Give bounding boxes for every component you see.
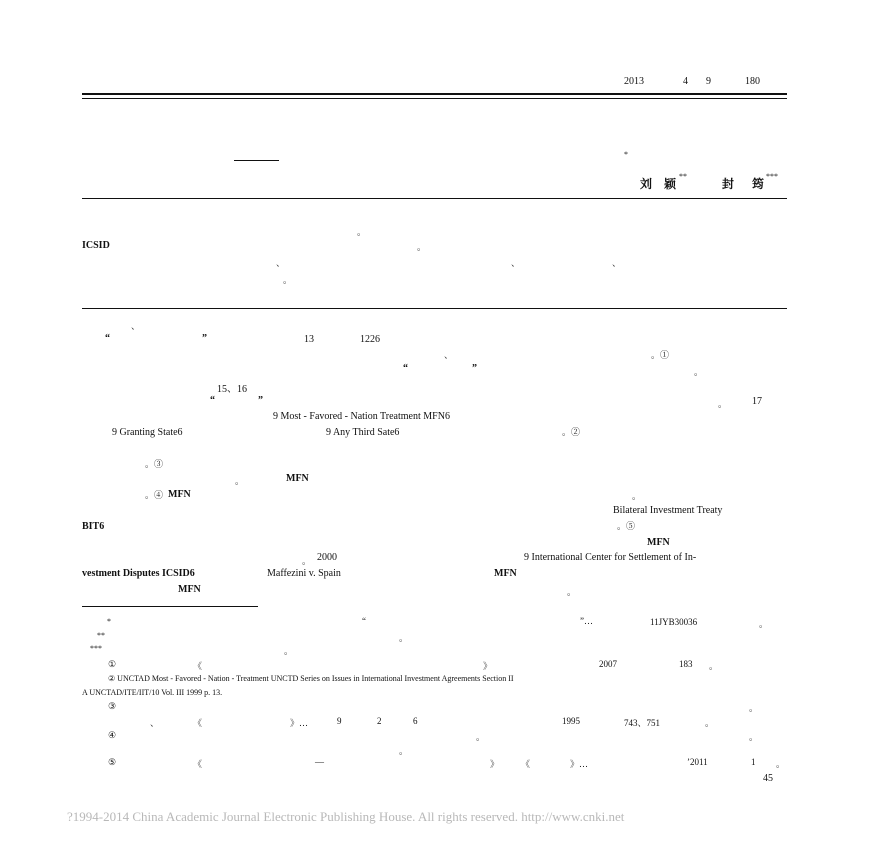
fn-dot-3: 。 <box>284 646 294 656</box>
fn-5-bracket-close: 》 <box>490 759 500 769</box>
abstract-comma-1: 、 <box>276 258 286 268</box>
fn-3-year: 1995 <box>562 716 580 726</box>
fn-4-dot: 。 <box>476 732 486 742</box>
body-l6-quote-close: ” <box>258 395 263 406</box>
fn-3-comma: 、 <box>150 718 160 728</box>
body-l16-case: Maffezini v. Spain <box>267 568 341 579</box>
abstract-dot-1: 。 <box>357 227 367 237</box>
abstract-bottom-rule <box>82 308 787 309</box>
fn-3-end-dot: 。 <box>705 718 715 728</box>
fn-2-text: ② UNCTAD Most - Favored - Nation - Treatment UNCTD Series on Issues in International Investment Agreements Section II <box>108 674 514 683</box>
body-l13-ref: 。⑤ <box>617 521 636 531</box>
fn-grant-no: 11JYB30036 <box>650 617 698 627</box>
body-l3-comma: 、 <box>444 350 454 360</box>
author-1a: 刘 <box>640 177 653 191</box>
fn-5-dot: 。 <box>776 759 786 769</box>
body-l9-ref: 。③ <box>145 459 164 469</box>
abstract-dot-2: 。 <box>417 242 427 252</box>
author-1b: 颖 <box>664 177 677 191</box>
header-issue-b: 9 <box>706 76 711 87</box>
abstract-top-rule <box>82 198 787 199</box>
fn-star-2: ** <box>97 631 105 640</box>
body-l17-mfn: MFN <box>178 584 201 595</box>
fn-dot-1: 。 <box>759 619 769 629</box>
fn-1-mark: ① <box>108 659 117 669</box>
fn-quote-open: “ <box>362 616 366 626</box>
body-l13-bit: BIT6 <box>82 521 105 532</box>
fn-3-no: 2 <box>377 716 382 726</box>
fn-5-mark: ⑤ <box>108 757 117 767</box>
fn-3-dot: 。 <box>749 703 759 713</box>
fn-3-pages: 743、751 <box>624 718 661 728</box>
fn-3-mark: ③ <box>108 701 117 711</box>
author-2-mark: *** <box>766 172 778 181</box>
fn-3-bracket-open: 《 <box>193 718 203 728</box>
author-2a: 封 <box>722 177 735 191</box>
body-l2-num-2: 1226 <box>360 334 380 345</box>
body-l15-icsid: 9 International Center for Settlement of In- <box>524 552 697 563</box>
body-l17-dot: 。 <box>567 587 577 597</box>
body-l2-quote-close: ” <box>202 333 207 344</box>
fn-3-vol: 9 <box>337 716 342 726</box>
fn-5-year: ’2011 <box>687 757 708 767</box>
body-l3-ref: 。① <box>651 350 670 360</box>
title-underline <box>234 160 279 161</box>
fn-5-dash: — <box>315 757 324 767</box>
body-l16-icsid: vestment Disputes ICSID6 <box>82 568 195 579</box>
fn-4-dot-2: 。 <box>749 732 759 742</box>
fn-star: * <box>107 617 111 626</box>
fn-1-bracket-open: 《 <box>193 661 203 671</box>
header-rule-thin <box>82 98 787 99</box>
abstract-comma-2: 、 <box>511 258 521 268</box>
body-l10-mfn: MFN <box>286 473 309 484</box>
fn-1-year: 2007 <box>599 659 617 669</box>
body-l14-mfn: MFN <box>647 537 670 548</box>
body-l15-dot: 。 <box>302 556 312 566</box>
header-year: 2013 <box>624 76 644 87</box>
fn-5-bracket-open-2: 《 <box>521 759 531 769</box>
header-page-total: 180 <box>745 76 760 87</box>
copyright-footer: ?1994-2014 China Academic Journal Electronic Publishing House. All rights reserved. http://www.cnki.net <box>67 809 625 824</box>
abstract-dot-3: 。 <box>283 275 293 285</box>
fn-1-page: 183 <box>679 659 693 669</box>
fn-dot-2: 。 <box>399 633 409 643</box>
fn-2-text-cont: A UNCTAD/ITE/IIT/10 Vol. III 1999 p. 13. <box>82 688 223 697</box>
body-l10-dot: 。 <box>235 476 245 486</box>
author-2b: 筠 <box>752 177 765 191</box>
fn-5-num: 1 <box>751 757 756 767</box>
body-l6-num: 17 <box>752 396 762 407</box>
title-footnote-mark: * <box>624 150 628 159</box>
body-l4-quote-open: “ <box>403 363 408 374</box>
body-l8-ref: 。② <box>562 427 581 437</box>
body-l8-third-state: 9 Any Third Sate6 <box>326 427 400 438</box>
footnote-rule <box>82 606 258 607</box>
body-l7-mfn-term: 9 Most - Favored - Nation Treatment MFN6 <box>273 411 450 422</box>
body-l4-dot: 。 <box>694 367 704 377</box>
fn-1-bracket-close: 》 <box>483 661 493 671</box>
body-l12-bit-term: Bilateral Investment Treaty <box>613 505 723 516</box>
abstract-comma-3: 、 <box>612 258 622 268</box>
header-issue-a: 4 <box>683 76 688 87</box>
body-l16-mfn: MFN <box>494 568 517 579</box>
fn-4-cont-dot: 。 <box>399 746 409 756</box>
author-1-mark: ** <box>679 172 687 181</box>
body-l11-mfn: MFN <box>168 489 191 500</box>
fn-3-issue: 6 <box>413 716 418 726</box>
body-l6-dot: 。 <box>718 399 728 409</box>
body-l11-dot: 。 <box>632 491 642 501</box>
fn-3-bracket-close: 》… <box>290 718 309 728</box>
body-l2-quote-open: “ <box>105 333 110 344</box>
fn-star-3: *** <box>90 644 102 653</box>
abstract-icsid: ICSID <box>82 240 110 251</box>
body-l8-granting-state: 9 Granting State6 <box>112 427 183 438</box>
header-rule-thick <box>82 93 787 95</box>
body-l11-ref: 。④ <box>145 490 164 500</box>
page-number: 45 <box>763 773 773 784</box>
fn-quote-close: ”… <box>580 616 593 626</box>
body-l1-mark: 、 <box>131 321 141 331</box>
body-l15-year: 2000 <box>317 552 337 563</box>
body-l2-num-1: 13 <box>304 334 314 345</box>
fn-4-mark: ④ <box>108 730 117 740</box>
body-l6-quote-open: “ <box>210 395 215 406</box>
body-l5-num: 15、16 <box>217 384 247 395</box>
body-l4-quote-close: ” <box>472 363 477 374</box>
fn-5-bracket-close-2: 》… <box>570 759 589 769</box>
fn-5-bracket-open: 《 <box>193 759 203 769</box>
fn-1-dot: 。 <box>709 661 719 671</box>
